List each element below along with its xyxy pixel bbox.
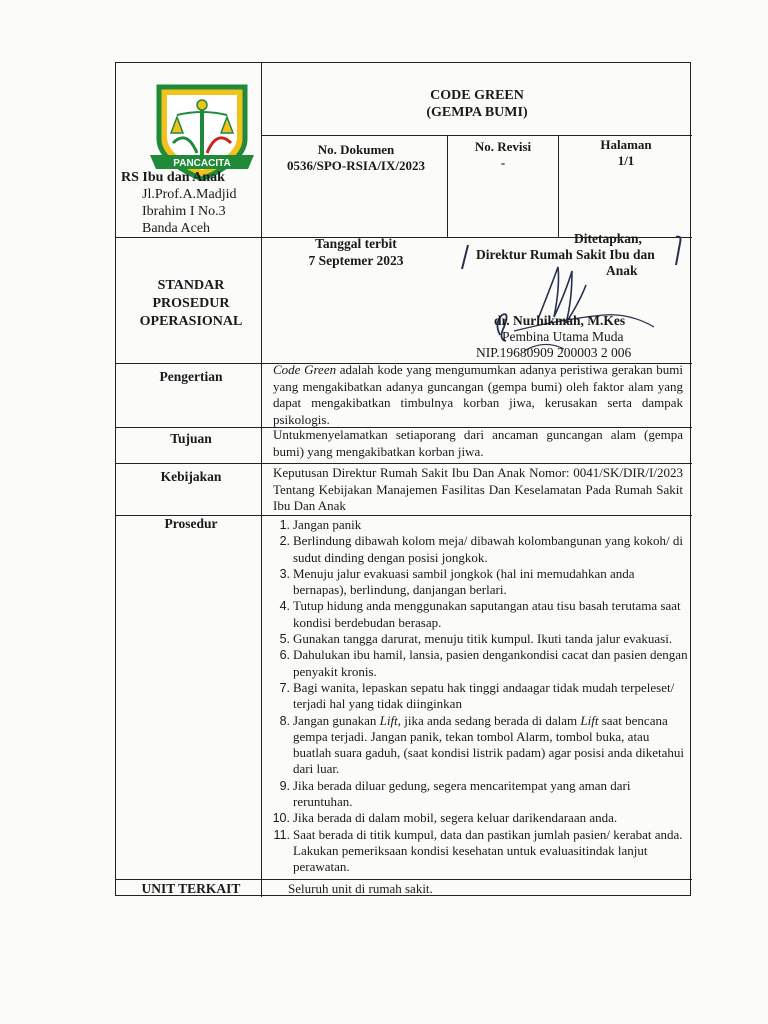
approver-title: Anak	[606, 263, 638, 278]
step-number: 6.	[279, 648, 290, 663]
document-title	[261, 87, 693, 121]
kebijakan-label: Kebijakan	[160, 469, 222, 484]
signer-rank: Pembina Utama Muda	[502, 329, 624, 344]
step-number: 5.	[279, 632, 290, 647]
doc-number-cell	[266, 142, 446, 174]
step-text-part: Jangan gunakan	[293, 712, 380, 728]
row-divider	[261, 135, 692, 136]
doc-number-label: No. Dokumen	[317, 142, 395, 157]
procedure-step	[268, 647, 688, 680]
term-code-green: Code Green	[273, 362, 337, 377]
procedure-step	[268, 517, 688, 533]
sop-label	[116, 277, 266, 331]
revision-value: -	[500, 155, 506, 170]
sop-line: PROSEDUR	[152, 296, 230, 311]
step-text: Tutup hidung anda menggunakan saputangan atau tisu basah terutama saat kondisi berdebudan berasap.	[293, 598, 681, 630]
revision-label: No. Revisi	[474, 139, 532, 154]
unit-terkait-text: Seluruh unit di rumah sakit.	[288, 881, 433, 896]
page-value: 1/1	[617, 153, 635, 168]
row-divider	[116, 879, 692, 880]
step-number: 1.	[279, 518, 290, 532]
tujuan-text: Untukmenyelamatkan setiaporang dari ancaman guncangan alam (gempa bumi) yang mengakibatkan korban jiwa.	[273, 427, 683, 459]
step-text-part: saat bencana gempa terjadi. Jangan panik, tekan tombol Alarm, tombol buka, atau buatlah suara gaduh, (saat kondisi listrik padam) agar posisi anda diketahui dari luar.	[293, 712, 684, 777]
hospital-name: RS Ibu dan Anak	[121, 170, 225, 185]
doc-number-value: 0536/SPO-RSIA/IX/2023	[287, 158, 425, 173]
procedure-step	[268, 533, 688, 566]
step-text-part: , jika anda sedang berada di dalam	[397, 712, 581, 728]
procedure-step	[268, 566, 688, 599]
step-text: Berlindung dibawah kolom meja/ dibawah kolombangunan yang kokoh/ di sudut dinding dengan posisi jongkok.	[293, 533, 683, 565]
title-line: CODE GREEN	[430, 88, 524, 103]
revision-cell	[448, 139, 558, 171]
approved-label: Ditetapkan,	[574, 231, 642, 246]
address-line: Ibrahim I No.3	[142, 204, 226, 219]
step-number: 9.	[279, 778, 290, 793]
kebijakan-text: Keputusan Direktur Rumah Sakit Ibu Dan Anak Nomor: 0041/SK/DIR/I/2023 Tentang Kebijakan Manajemen Fasilitas Dan Keselamatan Pada Rumah Sakit Ibu Dan Anak	[273, 465, 683, 513]
step-text: Bagi wanita, lepaskan sepatu hak tinggi andaagar tidak mudah terpeleset/ terjadi hal yang tidak diinginkan	[293, 679, 675, 712]
step-number: 3.	[279, 566, 290, 581]
document-frame	[115, 62, 691, 896]
logo-caption: PANCACITA	[173, 158, 231, 169]
signer-block	[476, 313, 694, 361]
step-text: Gunakan tangga darurat, menuju titik kumpul. Ikuti tanda jalur evakuasi.	[293, 631, 673, 647]
unit-terkait-label: UNIT TERKAIT	[141, 881, 241, 896]
procedure-step	[268, 631, 688, 647]
pengertian-label: Pengertian	[159, 369, 223, 384]
step-number: 2.	[279, 534, 290, 549]
issue-date-label: Tanggal terbit	[315, 236, 397, 251]
procedure-step	[268, 810, 688, 826]
step-text: Menuju jalur evakuasi sambil jongkok (hal ini memudahkan anda bernapas), berlindung, danjangan berlari.	[293, 565, 635, 598]
signer-nip: NIP.19680909 200003 2 006	[476, 345, 632, 360]
tujuan-label: Tujuan	[170, 431, 212, 446]
hospital-identity	[121, 169, 237, 237]
address-line: Jl.Prof.A.Madjid	[142, 187, 237, 202]
procedure-step	[268, 778, 688, 811]
approver-title: Direktur Rumah Sakit Ibu dan	[476, 247, 655, 262]
issue-date-cell	[266, 235, 446, 269]
term-lift: Lift	[379, 712, 398, 728]
sop-line: STANDAR	[157, 278, 225, 293]
procedure-step	[268, 598, 688, 631]
step-number: 8.	[279, 713, 290, 728]
page-cell	[560, 137, 692, 169]
procedure-step	[268, 713, 688, 778]
prosedur-label: Prosedur	[164, 516, 218, 531]
page-label: Halaman	[600, 137, 652, 152]
signer-name: dr. Nurhikmah, M.Kes	[494, 313, 626, 328]
step-number: 11.	[273, 827, 290, 842]
step-number: 7.	[279, 680, 290, 695]
step-text: Jangan panik	[293, 517, 362, 532]
pengertian-text	[273, 362, 683, 428]
procedure-step	[268, 827, 688, 876]
step-text: Jika berada di dalam mobil, segera keluar darikendaraan anda.	[293, 810, 618, 826]
step-number: 10.	[272, 811, 290, 826]
title-line: (GEMPA BUMI)	[426, 105, 528, 120]
row-divider	[116, 463, 692, 464]
sop-line: OPERASIONAL	[139, 314, 243, 329]
issue-date-value: 7 Septemer 2023	[308, 253, 404, 268]
column-divider	[558, 135, 559, 237]
hospital-logo-icon	[147, 81, 257, 181]
definition: adalah kode yang mengumumkan adanya peristiwa gerakan bumi yang mengakibatkan adanya guncangan (gempa bumi) oleh faktor alam yang dapat mengakibatkan timbulnya korban jiwa, kerusakan serta dampak psikologis.	[273, 362, 683, 427]
term-lift: Lift	[580, 712, 599, 728]
procedure-step	[268, 680, 688, 713]
step-text: Dahulukan ibu hamil, lansia, pasien dengankondisi cacat dan pasien dengan penyakit kronis.	[293, 647, 688, 679]
step-number: 4.	[279, 599, 290, 614]
procedure-list	[268, 517, 688, 876]
address-line: Banda Aceh	[142, 221, 211, 236]
step-text: Saat berada di titik kumpul, data dan pastikan jumlah pasien/ kerabat anda. Lakukan pemeriksaan kondisi kesehatan untuk evaluasitindak lanjut perawatan.	[293, 826, 683, 875]
step-text	[293, 713, 684, 777]
step-text: Jika berada diluar gedung, segera mencaritempat yang aman dari reruntuhan.	[293, 777, 631, 810]
